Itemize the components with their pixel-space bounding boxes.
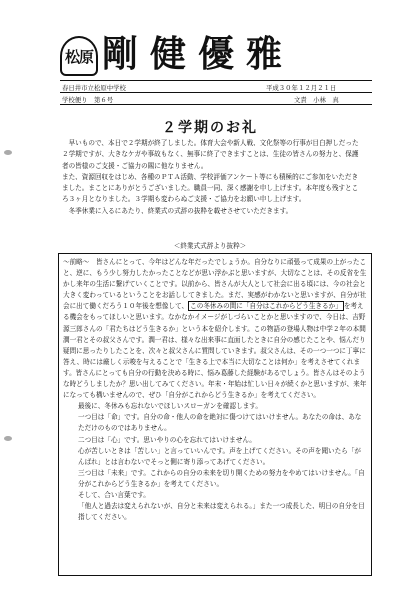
newsletter-masthead: 剛健優雅: [102, 33, 295, 75]
issue-number: 学校便り 第６号: [62, 96, 114, 104]
punch-hole: [4, 150, 12, 155]
excerpt-caption: ＜終業式式辞より抜粋＞: [173, 242, 247, 250]
motto: 「他人と過去は変えられないが、自分と未来は変えられる。」また一つ成長した、明日の自分を目指してください。: [78, 502, 365, 522]
header-divider: [60, 104, 372, 105]
header-divider: [60, 80, 372, 81]
speech-paragraph: 最後に、冬休みも忘れないでほしいスローガンを確認します。: [78, 402, 262, 411]
highlighted-phrase: この冬休みの間に「自分はこれからどう生きるか」: [190, 302, 342, 311]
author-credit: 文責 小林 真: [294, 96, 339, 104]
slogan-future: 三つ目は「未来」です。これからの自分の未来を切り開くための努力をやめてはいけません。「自分がこれからどう生きるか」を考えてください。: [78, 468, 365, 488]
intro-text: [62, 138, 364, 217]
slogan-heart: 二つ目は「心」です。思いやりの心を忘れてはいけません。: [78, 435, 256, 444]
issue-date: 平成３０年１２月２１日: [266, 84, 337, 92]
speech-paragraph: [63, 257, 367, 401]
speech-text-span: ～前略～ 皆さんにとって、今年はどんな年だったでしょうか。自分なりに頑張って成果の上がったこと、逆に、もう少し努力したかったことなどが思い浮かぶと思いますが、大切なことは、その反省を生かし来年の生活に繋げていくことです。以前から、皆さんが大人として社会に出る頃には、今の社会と大きく変わっているということをお話ししてきました。まだ、実感がわかないと思いますが、自分が社会に出て働くだろう１０年後を想像して、: [63, 258, 367, 311]
speech-excerpt-box: [58, 253, 372, 576]
speech-text: [63, 257, 367, 523]
speech-paragraph: そして、合い言葉です。: [78, 490, 150, 499]
school-emblem-logo: [60, 36, 98, 76]
intro-paragraph: また、資源回収をはじめ、各種のＰＴＡ活動、学校評価アンケート等にも積極的にご参加をいただきました。まことにありがとうございました。職員一同、深く感謝を申し上げます。本年度も残すところ３ヶ月となりました。３学期も変わらぬご支援・ご協力をお願い申し上げます。: [62, 172, 359, 204]
speech-paragraph: 心が苦しいときは「苦しい」と言っていいんです。声を上げてください。その声を聞いたら「がんばれ」とは言わないでそっと側に寄り添ってあげてください。: [78, 446, 362, 466]
speech-text-span: を考える機会をもってほしいと思います。なかなかイメージがしづらいことかと思いますので、今日は、吉野源三郎さんの「君たちはどう生きるか」という本を紹介します。この物語の登場人物は中学２年の本間潤一君とその叔父さんです。潤一君は、様々な出来事に直面したときに自分の感じたことや、悩んだり疑問に思ったりしたことを、次々と叔父さんに質問していきます。叔父さんは、その一つ一つに丁寧に答え、時には厳しく示唆を与えることで「生きる上で本当に大切なことは何か」を考えさせてくれます。皆さんにとっても自分の行動を決める時に、悩み葛藤した経験があるでしょう。皆さんはそのような時どうしましたか？思い出してみてください。年末・年始は忙しい日々が続くかと思いますが、来年になっても構いませんので、ぜひ「自分がこれからどう生きるか」を考えてください。: [63, 302, 367, 400]
slogan-life: 一つ目は「命」です。自分の命・他人の命を絶対に傷つけてはいけません。あなたの命は、あなただけのものではありません。: [78, 413, 362, 433]
school-name: 春日井市立松原中学校: [62, 84, 126, 92]
header-divider: [60, 92, 372, 93]
punch-hole: [4, 436, 12, 441]
article-title: ２学期のお礼: [162, 120, 258, 136]
intro-paragraph: 早いもので、本日で２学期が終了しました。体育大会や新人戦、文化祭等の行事が目白押しだった２学期ですが、大きなケガや事故もなく、無事に終了できますことは、生徒の皆さんの努力と、保護者の皆様のご支援・ご協力の賜に他なりません。: [62, 139, 359, 170]
school-emblem-text: 松原: [64, 47, 93, 66]
intro-paragraph: 冬季休業に入るにあたり、終業式の式辞の抜粋を載せさせていただきます。: [62, 206, 293, 215]
